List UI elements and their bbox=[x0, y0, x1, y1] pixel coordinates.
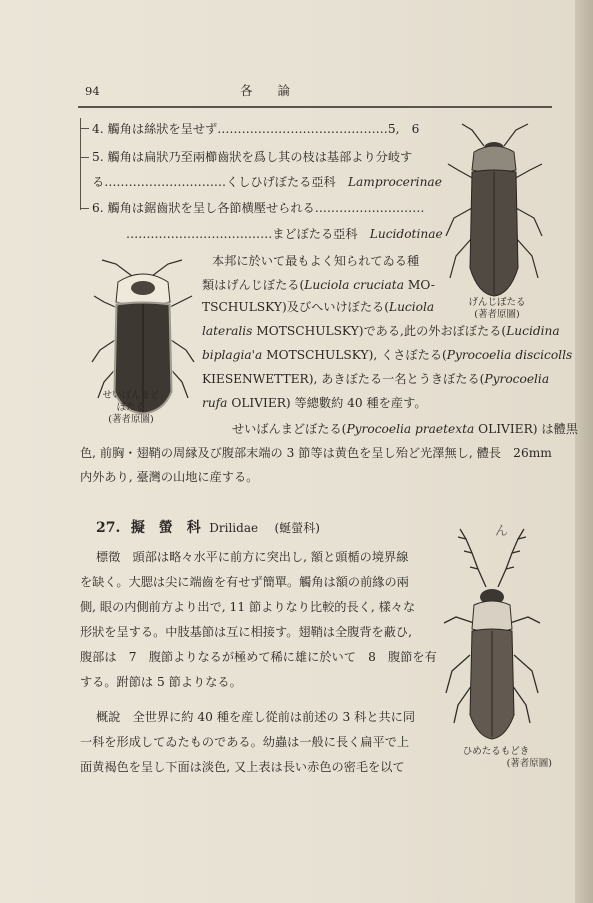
key-bracket-tick bbox=[80, 157, 89, 158]
para4-line2: 一科を形成してゐたものである。幼蟲は一般に長く扁平で上 bbox=[80, 735, 410, 749]
key-item-6: 6. 觸角は鋸齒狀を呈し各節横壓せられる……………………… bbox=[92, 201, 425, 215]
para1-line1: 本邦に於いて最もよく知られてゐる種 bbox=[212, 254, 420, 268]
running-title: 各 論 bbox=[240, 83, 291, 98]
para2-line3: 内外あり, 臺灣の山地に産する。 bbox=[80, 470, 259, 484]
para2-line1: せいばんまどぼたる(Pyrocoelia praetexta OLIVIER) は體黒 bbox=[232, 422, 578, 436]
genji-caption: げんじぼたる (著者原圖) bbox=[468, 297, 526, 320]
para2-line2: 色, 前胸・翅鞘の周縁及び腹部末端の 3 節等は黄色を呈し殆ど光澤無し, 體長 26mm bbox=[80, 446, 552, 460]
section-latin: Drilidae bbox=[209, 521, 259, 535]
genji-botaru-illustration bbox=[440, 118, 552, 300]
key-bracket-tick bbox=[80, 128, 89, 129]
key-bracket bbox=[80, 118, 81, 210]
para4-line3: 面黄褐色を呈し下面は淡色, 又上表は長い赤色の密毛を以て bbox=[80, 760, 405, 774]
key-item-5: 5. 觸角は扁狀乃至兩櫛齒狀を爲し其の枝は基部より分岐す bbox=[92, 150, 413, 164]
section-number: 27. bbox=[96, 520, 121, 536]
key-item-5-cont: る…………………………くしひげぼたる亞科 Lamprocerinae bbox=[92, 175, 442, 189]
section-heading bbox=[96, 518, 320, 538]
key-item-6-cont: ………………………………まどぼたる亞科 Lucidotinae bbox=[126, 227, 443, 241]
page-edge bbox=[575, 0, 593, 903]
para3-line4: 形狀を呈する。中肢基節は互に相接す。翅鞘は全腹背を蔽ひ, bbox=[80, 625, 412, 639]
key-item-4: 4. 觸角は絲狀を呈せず……………………………………5, 6 bbox=[92, 122, 420, 136]
para3-line3: 側, 眼の内側前方より出で, 11 節よりなり比較的長く, 樣々な bbox=[80, 600, 416, 614]
para3-line6: する。跗節は 5 節よりなる。 bbox=[80, 675, 242, 689]
section-alt-name: (蜒螢科) bbox=[274, 521, 320, 535]
margin-note: ん bbox=[495, 524, 509, 539]
para4-line1: 概說 全世界に約 40 種を産し從前は前述の 3 科と共に同 bbox=[96, 710, 416, 724]
para1-line3: TSCHULSKY)及びへいけぼたる(Luciola bbox=[202, 300, 435, 314]
para3-line5: 腹部は 7 腹節よりなるが極めて稀に雄に於いて 8 腹節を有 bbox=[80, 650, 437, 664]
section-title: 擬 螢 科 bbox=[130, 520, 201, 536]
hime-tarumodoki-illustration bbox=[430, 525, 556, 740]
para1-line6: KIESENWETTER), あきぼたる一名とうきぼたる(Pyrocoelia bbox=[202, 372, 550, 386]
himeta-caption: ひめたるもどき (著者原圖) bbox=[462, 746, 552, 769]
key-bracket-tick bbox=[80, 208, 89, 209]
para1-line4: lateralis MOTSCHULSKY)である,此の外おぼぼたる(Lucidina bbox=[202, 324, 560, 338]
seiban-caption: せいばんまど ぼたる (著者原圖) bbox=[102, 390, 160, 425]
page-number: 94 bbox=[85, 84, 100, 98]
para1-line2: 類はげんじぼたる(Luciola cruciata MO- bbox=[202, 278, 435, 292]
header-rule bbox=[78, 106, 552, 108]
para3-line1: 標徵 頭部は略々水平に前方に突出し, 額と頭楯の境界線 bbox=[96, 550, 409, 564]
para1-line7: rufa OLIVIER) 等總數約 40 種を産す。 bbox=[202, 396, 427, 410]
para1-line5: biplagia'a MOTSCHULSKY), くさぼたる(Pyrocoelia discicolls bbox=[202, 348, 573, 362]
para3-line2: を缺く。大腮は尖に端齒を有せず簡單。觸角は額の前緣の兩 bbox=[80, 575, 409, 589]
